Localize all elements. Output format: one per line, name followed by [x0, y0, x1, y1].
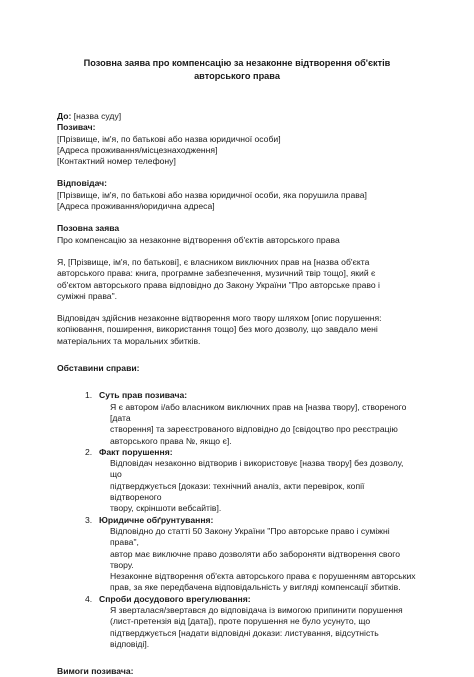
defendant-block	[57, 178, 417, 212]
list-item	[57, 515, 417, 594]
item-line: твору, скріншоти вебсайтів].	[110, 503, 222, 514]
defendant-address: [Адреса проживання/юридична адреса]	[57, 201, 215, 212]
item-line: створення] та зареєстрованого відповідно до [свідоцтво про реєстрацію	[110, 424, 398, 435]
item-line: підтверджується [докази: технічний аналіз, акти перевірок, копії відтвореного	[110, 480, 365, 503]
item-line: Відповідач незаконно відтворив і використовує [назва твору] без дозволу, що	[110, 458, 404, 480]
plaintiff-block	[57, 122, 417, 167]
claim-block	[57, 223, 417, 246]
violation-paragraph	[57, 313, 417, 347]
plaintiff-label: Позивач:	[57, 122, 96, 133]
list-item	[57, 390, 417, 446]
item-number: 1.	[85, 390, 93, 401]
item-line: Я зверталася/звертався до відповідача із вимогою припинити порушення	[110, 604, 403, 615]
court-label: До:	[57, 111, 72, 121]
item-line: автор має виключне право дозволяти або забороняти відтворення свого твору.	[110, 548, 401, 570]
intro-line: Я, [Прізвище, ім'я, по батькові], є власником виключних прав на [назва об'єкта	[57, 256, 370, 267]
court-value: [назва суду]	[71, 111, 122, 121]
intro-line: авторського права: книга, програмне забезпечення, музичний твір тощо], який є	[57, 268, 376, 279]
item-number: 2.	[85, 446, 93, 457]
item-line: авторського права №, якщо є].	[110, 435, 232, 446]
plaintiff-phone: [Контактний номер телефону]	[57, 156, 176, 167]
title-line-2: авторського права	[194, 71, 280, 81]
item-title: Юридичне обґрунтування:	[99, 514, 214, 525]
demands-heading: Вимоги позивача:	[57, 666, 134, 677]
claim-heading: Позовна заява	[57, 223, 120, 234]
violation-line: матеріальних та моральних збитків.	[57, 335, 201, 346]
item-title: Факт порушення:	[99, 446, 173, 457]
item-line: прав, за яке передбачена відповідальність у вигляді компенсації збитків.	[110, 582, 401, 593]
intro-paragraph	[57, 257, 417, 302]
plaintiff-name: [Прізвище, ім'я, по батькові або назва юридичної особи]	[57, 133, 281, 144]
claim-subject: Про компенсацію за незаконне відтворення об'єктів авторського права	[57, 234, 340, 245]
item-line: підтверджується [надати відповідні докази: листування, відсутність відповіді].	[110, 627, 379, 649]
item-title: Суть прав позивача:	[99, 390, 188, 401]
item-line: Незаконне відтворення об'єкта авторського права є порушенням авторських	[110, 571, 416, 582]
list-item	[57, 594, 417, 650]
intro-line: об'єктом авторського права відповідно до Закону України "Про авторське право і	[57, 279, 380, 290]
item-title: Спроби досудового врегулювання:	[99, 593, 251, 604]
intro-line: суміжні права".	[57, 290, 118, 301]
circumstances-heading: Обставини справи:	[57, 363, 140, 374]
item-number: 4.	[85, 593, 93, 604]
defendant-name: [Прізвище, ім'я, по батькові або назва юридичної особи, яка порушила права]	[57, 189, 367, 200]
list-item	[57, 447, 417, 515]
item-line: (лист-претензія від [дата]), проте порушення не було усунуто, що	[110, 616, 371, 627]
defendant-label: Відповідач:	[57, 178, 108, 189]
title-line-1: Позовна заява про компенсацію за незаконне відтворення об'єктів	[83, 58, 391, 68]
circumstances-list	[57, 390, 417, 650]
item-number: 3.	[85, 514, 93, 525]
item-line: Відповідно до статті 50 Закону України "Про авторське право і суміжні права",	[110, 525, 390, 548]
violation-line: Відповідач здійснив незаконне відтворення мого твору шляхом [опис порушення:	[57, 313, 382, 324]
violation-line: копіювання, поширення, використання тощо] без мого дозволу, що завдало мені	[57, 324, 378, 335]
court-line	[57, 111, 417, 122]
document-title	[57, 57, 417, 83]
plaintiff-address: [Адреса проживання/місцезнаходження]	[57, 144, 218, 155]
item-line: Я є автором і/або власником виключних прав на [назва твору], створеного [дата	[110, 401, 407, 423]
